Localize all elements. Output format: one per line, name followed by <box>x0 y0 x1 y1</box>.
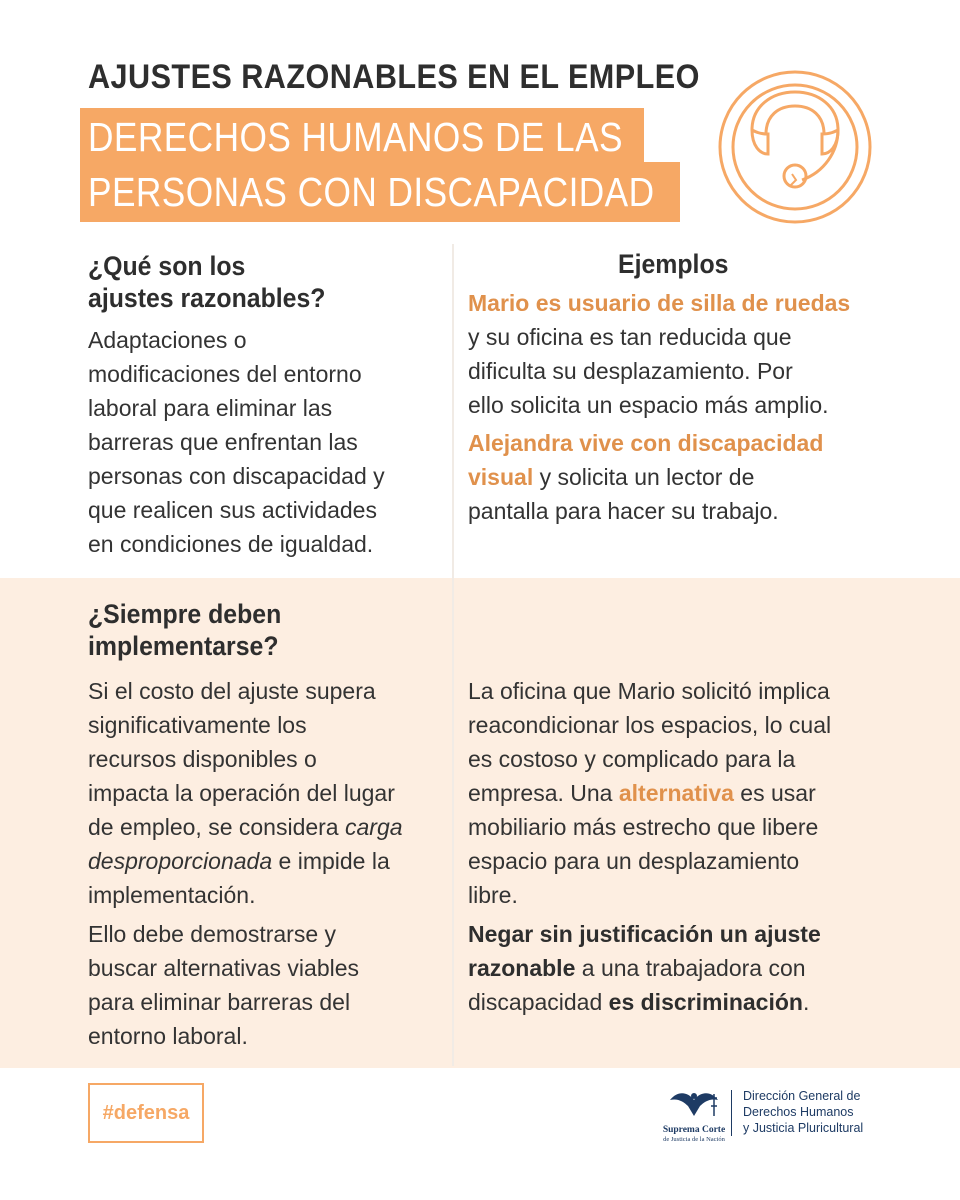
supreme-court-logo <box>656 1086 732 1144</box>
example-mario: Mario es usuario de silla de ruedas y su oficina es tan reducida que dificulta su desplazamiento. Por ello solicita un espacio más amplio. <box>468 286 850 422</box>
section2-right-body: La oficina que Mario solicitó implica reacondicionar los espacios, lo cual es costoso y complicado para la empresa. Una alternativa es usar mobiliario más estrecho que libere espacio para un desplazamiento libre. <box>468 678 832 908</box>
section2-body-b: Ello debe demostrarse y buscar alternativas viables para eliminar barreras del entorno laboral. <box>88 921 360 1049</box>
section1-body: Adaptaciones o modificaciones del entorno laboral para eliminar las barreras que enfrentan las personas con discapacidad y que realicen sus actividades en condiciones de igualdad. <box>88 327 385 557</box>
title-band-line-2: PERSONAS CON DISCAPACIDAD <box>80 162 680 222</box>
example-alejandra-name: Alejandra vive con discapacidad <box>468 430 824 456</box>
discrimination-statement: Negar sin justificación un ajuste razonable a una trabajadora con discapacidad es discriminación. <box>468 921 821 1015</box>
column-divider <box>452 244 454 1066</box>
section1-heading: ¿Qué son los ajustes razonables? <box>88 251 326 313</box>
examples-heading: Ejemplos <box>618 249 729 279</box>
example-alejandra: Alejandra vive con discapacidad visual y solicita un lector de pantalla para hacer su trabajo. <box>468 426 823 528</box>
section2-body-a: Si el costo del ajuste supera significativamente los recursos disponibles o impacta la operación del lugar de empleo, se considera carga desproporcionada e impide la implementación. <box>88 678 403 908</box>
eagle-emblem-icon <box>664 1086 724 1120</box>
court-name: Suprema Corte <box>662 1125 726 1135</box>
headphone-ring-icon <box>716 68 874 226</box>
example-mario-name: Mario es usuario de silla de ruedas <box>468 290 851 316</box>
department-name: Dirección General de Derechos Humanos y Justicia Pluricultural <box>743 1089 864 1135</box>
hashtag-badge: #defensa <box>88 1083 204 1143</box>
section2-heading: ¿Siempre deben implementarse? <box>88 599 282 661</box>
page-title: AJUSTES RAZONABLES EN EL EMPLEO <box>88 58 700 96</box>
title-band-line-1: DERECHOS HUMANOS DE LAS <box>80 108 644 166</box>
footer-separator <box>731 1090 732 1136</box>
header <box>0 0 960 240</box>
court-subtitle: de Justicia de la Nación <box>663 1136 725 1143</box>
